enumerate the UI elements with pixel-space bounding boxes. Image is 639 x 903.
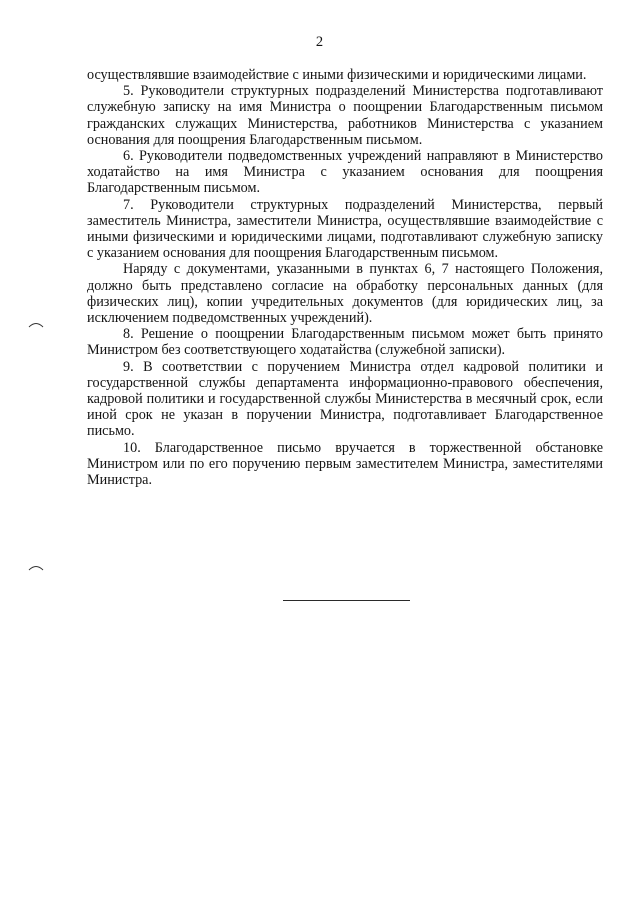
margin-punch-mark [28, 320, 44, 328]
paragraph-item-5: 5. Руководители структурных подразделений Министерства подготавливают служебную записку на имя Министра о поощрении Благодарственным письмом гражданских служащих Министерства, работников Министерства с указанием основания для поощрения Благодарственным письмом. [87, 83, 603, 148]
page-number: 2 [315, 34, 324, 50]
paragraph-item-8: 8. Решение о поощрении Благодарственным письмом может быть принято Министром без соответствующего ходатайства (служебной записки). [87, 326, 603, 359]
paragraph-item-9: 9. В соответствии с поручением Министра отдел кадровой политики и государственной службы департамента информационно-правового обеспечения, кадровой политики и государственной службы Министерства в месячный срок, если иной срок не указан в поручении Министра, подготавливает Благодарственное письмо. [87, 358, 603, 440]
end-of-document-line [283, 600, 410, 601]
paragraph-item-7: 7. Руководители структурных подразделений Министерства, первый заместитель Министра, заместители Министра, осуществлявшие взаимодействие с иными физическими и юридическими лицами, подготавливают служебную записку с указанием основания для поощрения Благодарственным письмом. [87, 196, 603, 262]
paragraph-item-10: 10. Благодарственное письмо вручается в торжественной обстановке Министром или по его поручению первым заместителем Министра, заместителями Министра. [87, 439, 603, 489]
margin-punch-mark [28, 563, 44, 571]
paragraph-item-6: 6. Руководители подведомственных учреждений направляют в Министерство ходатайство на имя Министра с указанием основания для поощрения Благодарственным письмом. [87, 148, 603, 197]
document-body [87, 67, 603, 488]
paragraph-supporting-documents: Наряду с документами, указанными в пунктах 6, 7 настоящего Положения, должно быть представлено согласие на обработку персональных данных (для физических лиц), копии учредительных документов (для юридических лиц, за исключением подведомственных учреждений). [87, 261, 603, 327]
paragraph-continuation: осуществлявшие взаимодействие с иными физическими и юридическими лицами. [87, 67, 587, 83]
